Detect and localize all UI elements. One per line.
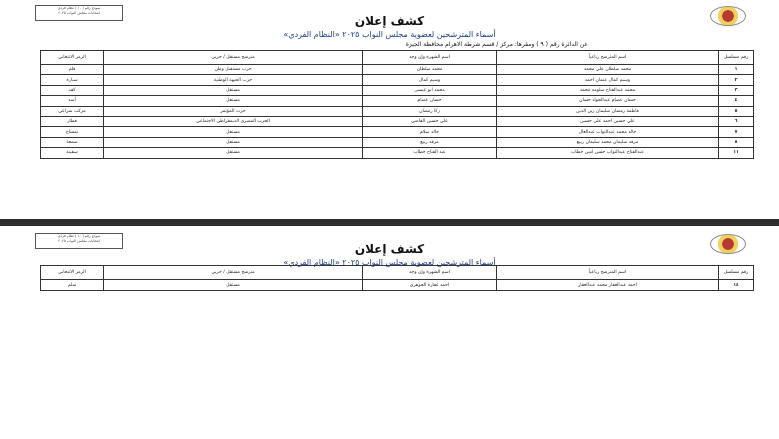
cell-symbol: قطار	[41, 116, 104, 126]
table-row	[41, 116, 754, 126]
cell-fame: مرقد ربيع	[363, 137, 497, 147]
cell-fame: عبد الفتاح خطاب	[363, 148, 497, 158]
cell-num: ٤	[719, 96, 754, 106]
cell-name: مرقد سليمان محمد سليمان ربيع	[497, 137, 719, 147]
header-symbol: الرمز الانتخابي	[41, 266, 104, 280]
stamp-line-2: انتخابات مجلس النواب ٢٠٢٥	[58, 239, 100, 243]
table-row	[41, 137, 754, 147]
cell-name: حسان عصام عبدالجواد حسان	[497, 96, 719, 106]
cell-symbol: كف	[41, 85, 104, 95]
table-body-2	[41, 280, 754, 291]
cell-fame: علي حسين القاضي	[363, 116, 497, 126]
cell-symbol: أسد	[41, 96, 104, 106]
cell-fame: وسيم كمال	[363, 75, 497, 85]
district-line: عن الدائرة رقم ( ٩ ) ومقرها: مركز / قسم شرطة الاهرام محافظة الجيزة	[405, 41, 588, 48]
table-header-row	[41, 51, 754, 65]
table-row	[41, 148, 754, 158]
page-subtitle: أسماء المترشحين لعضوية مجلس النواب ٢٠٢٥ «النظام الفردي»	[283, 258, 496, 267]
header-fame: اسم الشهرة وإن وجد	[363, 266, 497, 280]
cell-fame: محمد سلطان	[363, 65, 497, 75]
cell-party: الحزب المصري الديمقراطي الاجتماعي	[104, 116, 363, 126]
cell-party: حزب الجبهة الوطنية	[104, 75, 363, 85]
header-party: مترشح مستقل / حزبي	[104, 266, 363, 280]
cell-name: محمد عبدالفتاح سلومه محمد	[497, 85, 719, 95]
cell-name: عبدالفتاح عبدالتواب حسن امين خطاب	[497, 148, 719, 158]
cell-num: ٥	[719, 106, 754, 116]
table-row	[41, 280, 754, 291]
header-fame: اسم الشهرة وإن وجد	[363, 51, 497, 65]
header-name: اسم المترشح رباعياً	[497, 266, 719, 280]
stamp-line-2: انتخابات مجلس النواب ٢٠٢٥	[58, 11, 100, 15]
cell-num: ١١	[719, 148, 754, 158]
cell-num: ٣	[719, 85, 754, 95]
page-subtitle: أسماء المترشحين لعضوية مجلس النواب ٢٠٢٥ «النظام الفردي»	[283, 30, 496, 39]
cell-num: ٧	[719, 127, 754, 137]
table-row	[41, 106, 754, 116]
cell-party: مستقل	[104, 280, 363, 291]
cell-name: وسيم كمال عثمان احمد	[497, 75, 719, 85]
header-party: مترشح مستقل / حزبي	[104, 51, 363, 65]
cell-name: محمد سلطان علي محمد	[497, 65, 719, 75]
table-row	[41, 65, 754, 75]
table-row	[41, 96, 754, 106]
cell-party: حزب المؤتمر	[104, 106, 363, 116]
stamp-line-1: نموذج رقم ( ١٠ ) نظام فردى	[57, 234, 101, 238]
cell-fame: حسان عصام	[363, 96, 497, 106]
page-title: كشف إعلان	[354, 14, 425, 28]
table-row	[41, 127, 754, 137]
table-row	[41, 85, 754, 95]
cell-party: مستقل	[104, 85, 363, 95]
cell-num: ١	[719, 65, 754, 75]
table-row	[41, 75, 754, 85]
cell-num: ٨	[719, 137, 754, 147]
cell-fame: محمد ابو عيسى	[363, 85, 497, 95]
cell-party: مستقل	[104, 137, 363, 147]
document-page-2	[30, 228, 749, 439]
cell-symbol: تمساح	[41, 127, 104, 137]
cell-symbol: سيارة	[41, 75, 104, 85]
header-num: رقم مسلسل	[719, 51, 754, 65]
table-header-row	[41, 266, 754, 280]
cell-fame: خالد سلام	[363, 127, 497, 137]
cell-party: مستقل	[104, 96, 363, 106]
page-title: كشف إعلان	[354, 242, 425, 256]
cell-party: مستقل	[104, 148, 363, 158]
cell-name: خالد محمد عبدالتواب عبدالعال	[497, 127, 719, 137]
candidates-table	[40, 265, 754, 291]
cell-party: حزب مستقبل وطن	[104, 65, 363, 75]
cell-name: فاطمة رمضان سليمان زين الدين	[497, 106, 719, 116]
cell-num: ٢	[719, 75, 754, 85]
header-symbol: الرمز الانتخابي	[41, 51, 104, 65]
cell-symbol: شمعة	[41, 137, 104, 147]
cell-symbol: مركب شراعي	[41, 106, 104, 116]
cell-num: ٦	[719, 116, 754, 126]
header-name: اسم المترشح رباعياً	[497, 51, 719, 65]
stamp-line-1: نموذج رقم ( ١٠ ) نظام فردى	[57, 6, 101, 10]
cell-name: علي حسين احمد علي حسين	[497, 116, 719, 126]
cell-symbol: سلم	[41, 280, 104, 291]
cell-name: احمد عبدالغفار محمد عبدالغفار	[497, 280, 719, 291]
document-page-1	[30, 0, 749, 222]
cell-fame: زكا رمضان	[363, 106, 497, 116]
candidates-table	[40, 50, 754, 159]
page-separator	[0, 219, 779, 226]
cell-party: مستقل	[104, 127, 363, 137]
header-num: رقم مسلسل	[719, 266, 754, 280]
table-body-1	[41, 65, 754, 159]
cell-symbol: سفينة	[41, 148, 104, 158]
cell-num: ١٤	[719, 280, 754, 291]
cell-fame: احمد غفارة الجوهري	[363, 280, 497, 291]
cell-symbol: قلم	[41, 65, 104, 75]
